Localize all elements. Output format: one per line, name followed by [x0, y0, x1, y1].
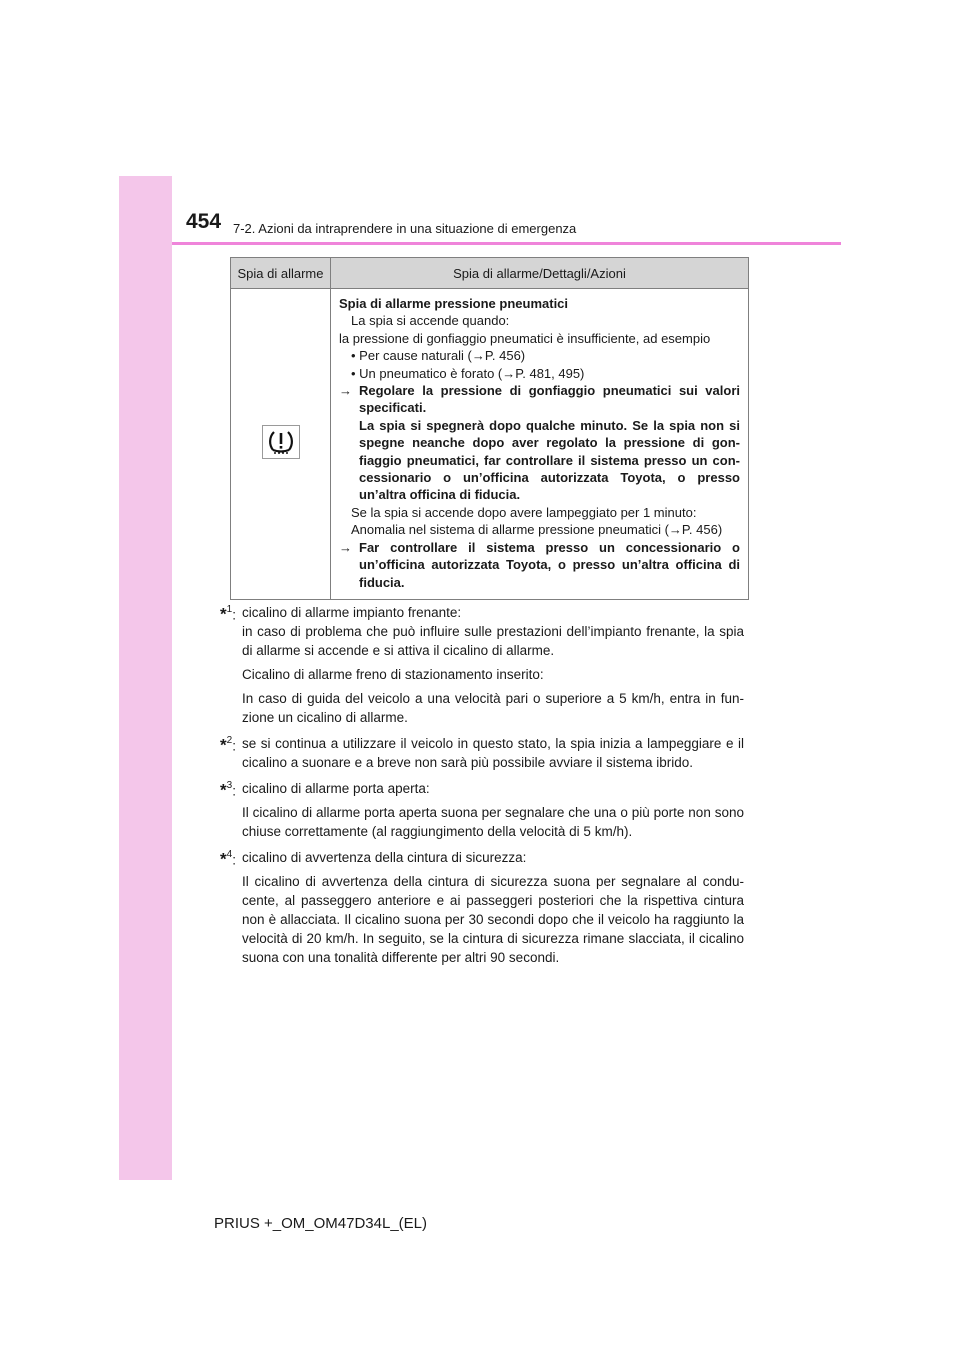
arrow-icon: → — [339, 539, 352, 555]
header-rule — [172, 242, 841, 245]
warning-details-cell — [331, 289, 749, 600]
column-header-light: Spia di allarme — [231, 258, 331, 289]
action-text: Regolare la pressione di gonfiaggio pneumatici sui valori specificati. — [359, 383, 740, 416]
warning-light-table — [230, 257, 749, 600]
action-item — [339, 539, 740, 591]
light-condition: La spia si accende quando: — [351, 313, 510, 329]
warning-light-cell — [231, 289, 331, 600]
footnote-4 — [220, 848, 744, 967]
footnotes — [220, 603, 744, 974]
column-header-details: Spia di allarme/Dettagli/Azioni — [331, 258, 749, 289]
light-title: Spia di allarme pressione pneumatici — [339, 296, 569, 311]
footnote-text: In caso di guida del veicolo a una velocità pari o superiore a 5 km/h, entra in funzione un cicalino di allarme. — [242, 691, 744, 725]
footnote-text: cicalino di avvertenza della cintura di sicurezza: — [242, 850, 527, 865]
footnote-marker: *$^2$: — [220, 735, 236, 755]
light-condition-detail: Anomalia nel sistema di allarme pressione pneumatici (→P. 456) — [351, 522, 723, 538]
footnote-text: Il cicalino di allarme porta aperta suona per segnalare che una o più porte non sono chiuse correttamente (al raggiungimento della velocità di 5 km/h). — [242, 805, 744, 839]
cause-bullet: • Un pneumatico è forato (→P. 481, 495) — [351, 365, 585, 381]
arrow-icon: → — [339, 383, 352, 399]
section-title: 7-2. Azioni da intraprendere in una situazione di emergenza — [233, 221, 577, 236]
light-condition-detail: la pressione di gonfiaggio pneumatici è insufficiente, ad esempio — [339, 330, 711, 346]
footnote-text: cicalino di allarme impianto frenante: — [242, 605, 462, 620]
footnote-1 — [220, 603, 744, 727]
footnote-text: Il cicalino di avvertenza della cintura di sicurezza suona per segnalare al conducente, al passeggero anteriore e ai passeggeri posteriori che la rispettiva cintura non è allacciata. Il cicalino suona per 30 secondi dopo che il veicolo ha raggiunto la velocità di 20 km/h. In seguito, se la cintura di sicurezza rimane slacciata, il cicalino suona con una tonalità differente per altri 90 secondi. — [242, 874, 744, 965]
action-item — [339, 382, 740, 417]
footnote-text: in caso di problema che può influire sulle prestazioni dell’impianto frenante, la spia di allarme si accende e si attiva il cicalino di allarme. — [242, 624, 744, 658]
footnote-marker: *$^4$: — [220, 849, 236, 869]
chapter-side-tab — [119, 176, 172, 1180]
footnote-marker: *$^1$: — [220, 604, 236, 624]
tire-pressure-warning-icon — [262, 425, 300, 462]
footnote-2 — [220, 734, 744, 772]
footnote-text: cicalino di allarme porta aperta: — [242, 781, 430, 796]
page-number: 454 — [186, 210, 222, 233]
light-condition: Se la spia si accende dopo avere lampeggiato per 1 minuto: — [351, 504, 697, 520]
action-detail: La spia si spegnerà dopo qualche minuto. Se la spia non si spegne neanche dopo aver regolato la pressione di gonfiaggio pneumatici, far controllare il sistema presso un concessionario o un’officina autorizzata Toyota, o presso un’altra officina di fiducia. — [359, 417, 740, 503]
table-row — [231, 289, 749, 600]
table-header-row — [231, 258, 749, 289]
document-code: PRIUS +_OM_OM47D34L_(EL) — [214, 1215, 428, 1232]
footnote-text: se si continua a utilizzare il veicolo in questo stato, la spia inizia a lampeggiare e il cicalino a suonare e a breve non sarà più possibile avviare il sistema ibrido. — [242, 736, 744, 770]
footnote-marker: *$^3$: — [220, 780, 236, 800]
action-text: Far controllare il sistema presso un concessionario o un’officina autorizzata Toyota, o presso un’altra officina di fiducia. — [359, 539, 740, 590]
cause-bullet: • Per cause naturali (→P. 456) — [351, 348, 526, 364]
footnote-3 — [220, 779, 744, 841]
footnote-text: Cicalino di allarme freno di stazionamento inserito: — [242, 667, 544, 682]
